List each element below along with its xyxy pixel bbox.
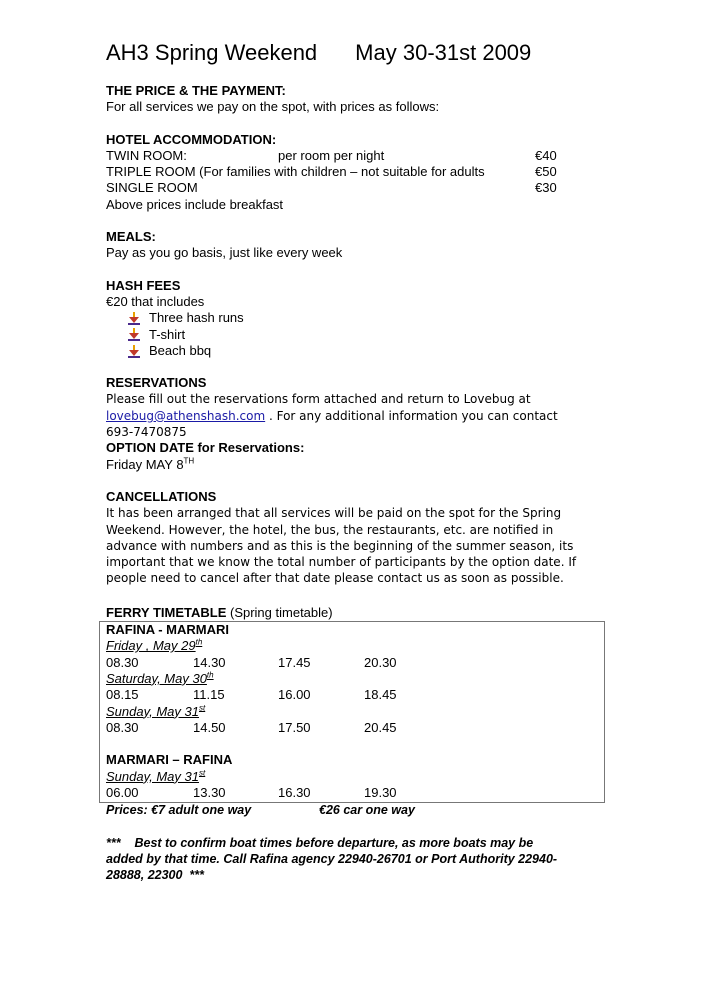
ferry-time: 20.45 xyxy=(364,719,397,735)
hotel-row-label: SINGLE ROOM xyxy=(106,180,198,196)
ferry-time: 16.30 xyxy=(278,784,311,800)
title-main: AH3 Spring Weekend xyxy=(106,40,318,65)
boat-times-note xyxy=(106,835,596,884)
meals-text: Pay as you go basis, just like every week xyxy=(106,245,343,261)
price-payment-section xyxy=(106,83,596,116)
list-item: Beach bbq xyxy=(128,343,596,359)
reservations-section xyxy=(106,375,596,473)
cancellations-line: advance with numbers and as this is the beginning of the summer season, its xyxy=(106,538,574,553)
title-date: May 30-31st 2009 xyxy=(355,40,532,65)
reservations-line1: Please fill out the reservations form attached and return to Lovebug at xyxy=(106,392,531,407)
ferry-day: Saturday, May 30th xyxy=(106,670,214,686)
hotel-footer: Above prices include breakfast xyxy=(106,196,284,212)
reservations-line2: lovebug@athenshash.com . For any additional information you can contact xyxy=(106,408,558,423)
ferry-times-row xyxy=(106,655,596,671)
cancellations-line: people need to cancel after that date please contact us as soon as possible. xyxy=(106,571,564,586)
ferry-prices xyxy=(106,802,596,818)
note-line: *** Best to confirm boat times before departure, as more boats may be xyxy=(106,835,534,850)
arrow-down-bullet-icon xyxy=(128,328,140,341)
hotel-row-label: TRIPLE ROOM (For families with children – not suitable for adults xyxy=(106,164,485,180)
ferry-day: Sunday, May 31st xyxy=(106,768,206,784)
ferry-times-row xyxy=(106,785,596,801)
ferry-time: 17.50 xyxy=(278,719,311,735)
ferry-price-adult: Prices: €7 adult one way xyxy=(106,803,252,818)
ferry-times-row xyxy=(106,720,596,736)
option-date-heading: OPTION DATE for Reservations: xyxy=(106,440,305,456)
reservations-phone: 693-7470875 xyxy=(106,425,187,440)
ferry-time: 16.00 xyxy=(278,687,311,703)
hash-fees-section xyxy=(106,278,596,359)
hash-fees-heading: HASH FEES xyxy=(106,277,181,293)
ferry-time: 19.30 xyxy=(364,784,397,800)
cancellations-heading: CANCELLATIONS xyxy=(106,488,217,504)
meals-heading: MEALS: xyxy=(106,229,156,245)
note-line: added by that time. Call Rafina agency 22940-26701 or Port Authority 22940- xyxy=(106,851,558,866)
hash-fees-text: €20 that includes xyxy=(106,293,205,309)
ferry-time: 06.00 xyxy=(106,784,139,800)
hotel-heading: HOTEL ACCOMMODATION: xyxy=(106,131,277,147)
ferry-time: 08.30 xyxy=(106,719,139,735)
route-name: MARMARI – RAFINA xyxy=(106,752,233,768)
price-payment-heading: THE PRICE & THE PAYMENT: xyxy=(106,83,286,98)
ferry-day: Sunday, May 31st xyxy=(106,703,206,719)
document-page xyxy=(106,38,596,883)
ferry-timetable xyxy=(106,621,596,819)
arrow-down-bullet-icon xyxy=(128,312,140,325)
cancellations-line: important that we know the total number of participants by the option date. If xyxy=(106,555,577,570)
hotel-row-triple xyxy=(106,164,596,180)
ferry-time: 11.15 xyxy=(193,687,225,703)
route-name: RAFINA - MARMARI xyxy=(106,622,229,638)
ferry-time: 08.15 xyxy=(106,687,139,703)
cancellations-line: Weekend. However, the hotel, the bus, the restaurants, etc. are notified in xyxy=(106,522,554,537)
meals-section xyxy=(106,229,596,262)
ferry-time: 14.50 xyxy=(193,719,226,735)
hotel-row-note: per room per night xyxy=(278,147,385,163)
hotel-row-price: €30 xyxy=(535,180,557,196)
hotel-row-price: €40 xyxy=(535,147,557,163)
document-title xyxy=(106,38,596,68)
ferry-time: 14.30 xyxy=(193,654,226,670)
cancellations-line: It has been arranged that all services will be paid on the spot for the Spring xyxy=(106,506,562,521)
ferry-time: 08.30 xyxy=(106,654,139,670)
hotel-row-price: €50 xyxy=(535,164,557,180)
hotel-row-label: TWIN ROOM: xyxy=(106,147,187,163)
option-date: Friday MAY 8TH xyxy=(106,456,195,472)
ferry-times-row xyxy=(106,687,596,703)
arrow-down-bullet-icon xyxy=(128,345,140,358)
hotel-row-twin xyxy=(106,148,596,164)
price-payment-text: For all services we pay on the spot, with prices as follows: xyxy=(106,99,440,115)
email-link[interactable]: lovebug@athenshash.com xyxy=(106,408,266,423)
hash-fees-list xyxy=(106,310,596,359)
ferry-time: 13.30 xyxy=(193,784,226,800)
ferry-price-car: €26 car one way xyxy=(319,803,415,818)
hotel-row-single xyxy=(106,180,596,196)
ferry-time: 17.45 xyxy=(278,654,311,670)
ferry-time: 18.45 xyxy=(364,687,397,703)
ferry-day: Friday , May 29th xyxy=(106,637,203,654)
list-item: Three hash runs xyxy=(128,310,596,326)
cancellations-section xyxy=(106,489,596,587)
note-line: 28888, 22300 *** xyxy=(106,868,205,883)
list-item: T-shirt xyxy=(128,327,596,343)
ferry-time: 20.30 xyxy=(364,654,397,670)
hotel-section xyxy=(106,132,596,213)
ferry-heading: FERRY TIMETABLE (Spring timetable) xyxy=(106,604,333,620)
reservations-heading: RESERVATIONS xyxy=(106,375,207,391)
